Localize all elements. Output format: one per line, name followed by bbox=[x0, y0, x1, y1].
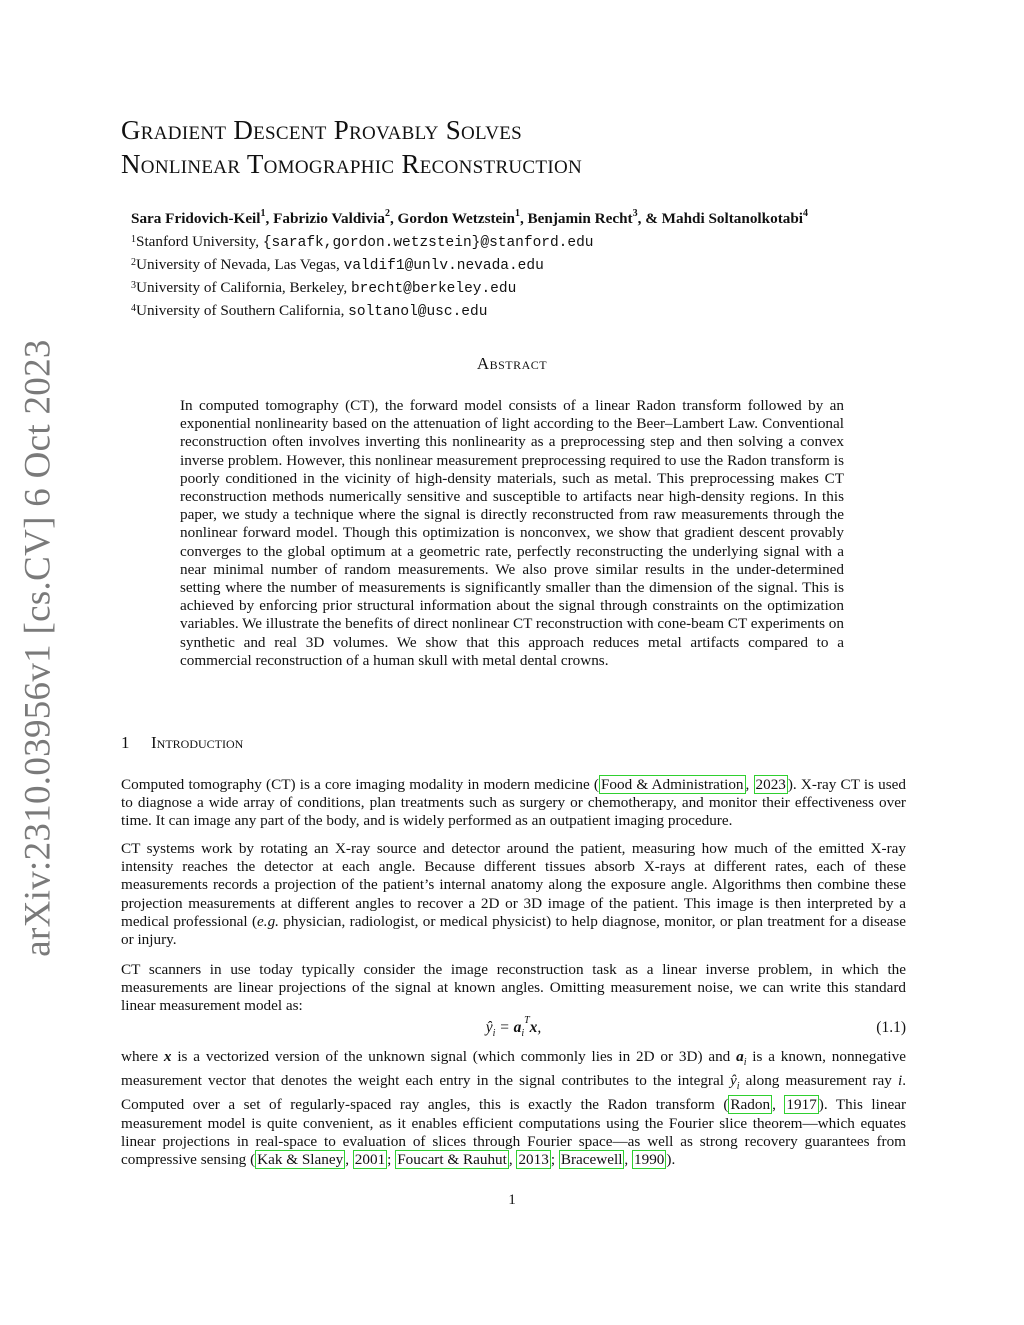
citation-link[interactable]: 2013 bbox=[518, 1151, 549, 1169]
abstract-heading: Abstract bbox=[476, 354, 548, 373]
paragraph-2 bbox=[121, 840, 906, 949]
paragraph-4: where x is a vectorized version of the unknown signal (which commonly lies in 2D or 3D) and $a_i$ is a known, nonnegative measurement vector that denotes the weight each entry in the signal contributes to the integral $ŷ_i$ along measurement ray i. Computed over a set of regularly-spaced ray angles, this is exactly the Radon transform ( Radon , 1917 ). This linear measurement model is quite convenient, as it enables efficient computations using the Fourier slice theorem—which equates linear projections in real-space to evaluation of slices through Fourier space—as well as strong recovery guarantees from compressive sensing ( Kak & Slaney , 2001 ; Foucart & Rauhut , 2013 ; Bracewell , 1990 ). bbox=[121, 1048, 907, 1169]
author-name: Sara Fridovich-Keil bbox=[131, 210, 261, 227]
affiliation-email[interactable]: valdif1@unlv.nevada.edu bbox=[343, 258, 544, 274]
citation-link[interactable]: 2023 bbox=[755, 776, 786, 793]
math-x: x bbox=[163, 1048, 172, 1065]
citation-link[interactable]: 2001 bbox=[354, 1151, 386, 1169]
equation-number: (1.1) bbox=[876, 1019, 906, 1036]
math-yhat: ŷ bbox=[730, 1072, 737, 1090]
affiliation-email[interactable]: {sarafk,gordon.wetzstein}@stanford.edu bbox=[262, 235, 594, 251]
author-name: Gordon Wetzstein bbox=[397, 210, 515, 227]
text: ). X-ray CT is used to diagnose a wide array of conditions, plan treatments such as surgery or chemotherapy, and monitor their effectiveness over time. It can image any part of the body, and is widely performed as an outpatient imaging procedure. bbox=[121, 776, 906, 830]
text-eg: e.g. bbox=[257, 912, 279, 930]
paper-title bbox=[121, 113, 901, 181]
text: CT systems work by rotating an X-ray source and detector around the patient, measuring how much of the emitted X-ray intensity reaches the detector at each angle. Because different tissues absorb X-rays at different rates, each of these measurements records a projection of the patient’s internal anatomy along the exposure angle. Algorithms then combine these projection measurements at different angles to recover a 2D or 3D image of the patient. This image is then interpreted by a medical professional ( bbox=[121, 840, 906, 930]
citation-link[interactable]: 1917 bbox=[786, 1096, 817, 1114]
affiliation-sup: 1 bbox=[131, 234, 136, 245]
affiliation-institution: Stanford University, bbox=[136, 233, 260, 250]
affiliation-line bbox=[131, 231, 593, 254]
author-sup: 4 bbox=[803, 208, 809, 219]
text: ; bbox=[387, 1151, 396, 1169]
text: is a known, nonnegative measurement vector that denotes the weight each entry in the signal contributes to the integral bbox=[121, 1048, 906, 1090]
math-a: a bbox=[736, 1048, 744, 1065]
affiliation-sup: 4 bbox=[131, 303, 136, 314]
affiliation-institution: University of Southern California, bbox=[136, 302, 345, 319]
affiliations bbox=[131, 231, 593, 323]
author-list: Sara Fridovich-Keil$^1$, Fabrizio Valdivia$^2$, Gordon Wetzstein$^1$, Benjamin Recht$^3$, & Mahdi Soltanolkotabi$^4$ bbox=[131, 208, 809, 227]
section-title: Introduction bbox=[151, 733, 244, 752]
author-sup: 1 bbox=[514, 208, 520, 219]
author-name: Benjamin Recht bbox=[527, 210, 633, 227]
paragraph-1 bbox=[121, 776, 906, 831]
citation-link[interactable]: Food & Administration bbox=[600, 776, 744, 793]
text: . Computed over a set of regularly-spaced ray angles, this is exactly the Radon transform ( bbox=[121, 1072, 906, 1114]
equation-1-1 bbox=[121, 1015, 906, 1041]
citation-link[interactable]: Kak & Slaney bbox=[257, 1151, 344, 1169]
text: , bbox=[745, 776, 754, 793]
text: along measurement ray bbox=[739, 1072, 898, 1090]
author-name: Mahdi Soltanolkotabi bbox=[661, 210, 804, 227]
citation-link[interactable]: Foucart & Rauhut bbox=[397, 1151, 507, 1169]
affiliation-line bbox=[131, 277, 593, 300]
citation-link[interactable]: Bracewell bbox=[560, 1151, 623, 1169]
math-sub: i bbox=[743, 1057, 747, 1069]
arxiv-identifier: arXiv:2310.03956v1 [cs.CV] 6 Oct 2023 bbox=[17, 338, 59, 957]
arxiv-sidebar bbox=[8, 338, 68, 957]
text: ; bbox=[550, 1151, 559, 1169]
affiliation-line bbox=[131, 254, 593, 277]
affiliation-email[interactable]: soltanol@usc.edu bbox=[348, 304, 488, 320]
section-heading bbox=[121, 733, 243, 753]
text: ). bbox=[666, 1151, 676, 1169]
abstract-text: In computed tomography (CT), the forward model consists of a linear Radon transform followed by an exponential nonlinearity based on the attenuation of light according to the Beer–Lambert Law. Conventional reconstruction often involves inverting this nonlinearity as a preprocessing step and then solving a convex inverse problem. However, this nonlinear measurement preprocessing required to use the Radon transform is poorly conditioned in the vicinity of high-density materials, such as metal. This preprocessing makes CT reconstruction methods numerically sensitive and susceptible to artifacts near high-density regions. In this paper, we study a technique where the signal is directly reconstructed from raw measurements through the nonlinear forward model. Though this optimization is nonconvex, we show that gradient descent provably converges to the global optimum at a geometric rate, perfectly reconstructing the underlying signal with a near minimal number of random measurements. We also prove similar results in the under-determined setting where the number of measurements is significantly smaller than the dimension of the signal. This is achieved by enforcing prior structural information about the signal through constraints on the optimization variables. We illustrate the benefits of direct nonlinear CT reconstruction with cone-beam CT experiments on synthetic and real 3D volumes. We show that this approach reduces metal artifacts compared to a commercial reconstruction of a human skull with metal dental crowns. bbox=[180, 397, 844, 669]
author-sup: 2 bbox=[384, 208, 390, 219]
paragraph-3: CT scanners in use today typically consider the image reconstruction task as a linear inverse problem, in which the measurements are linear projections of the signal at known angles. Omitting measurement noise, we can write this standard linear measurement model as: bbox=[121, 961, 906, 1015]
page-number: 1 bbox=[508, 1191, 516, 1208]
equation-body: $ŷ_i = a_i^Tx$, bbox=[485, 1015, 542, 1040]
author-sup: 3 bbox=[632, 208, 638, 219]
text: Computed tomography (CT) is a core imaging modality in modern medicine ( bbox=[121, 776, 599, 793]
affiliation-institution: University of California, Berkeley, bbox=[136, 279, 348, 296]
affiliation-sup: 2 bbox=[131, 257, 136, 268]
section-number: 1 bbox=[121, 733, 130, 752]
affiliation-line bbox=[131, 300, 593, 323]
title-line-1: Gradient Descent Provably Solves bbox=[121, 115, 522, 145]
author-sup: 1 bbox=[260, 208, 266, 219]
math-i: i bbox=[897, 1072, 903, 1090]
affiliation-sup: 3 bbox=[131, 280, 136, 291]
affiliation-email[interactable]: brecht@berkeley.edu bbox=[350, 281, 517, 297]
text: ). This linear measurement model is quite convenient, as it enables efficient computations using the Fourier slice theorem—which equates linear projections in real-space to evaluation of slices through Fourier space—as well as strong recovery guarantees from compressive sensing ( bbox=[121, 1096, 907, 1169]
author-name: Fabrizio Valdivia bbox=[273, 210, 385, 227]
math-sub: i bbox=[736, 1081, 740, 1093]
citation-link[interactable]: 1990 bbox=[634, 1151, 665, 1169]
text: physician, radiologist, or medical physicist) to help diagnose, monitor, or plan treatment for a disease or injury. bbox=[121, 912, 906, 949]
affiliation-institution: University of Nevada, Las Vegas, bbox=[136, 256, 340, 273]
citation-link[interactable]: Radon bbox=[730, 1096, 771, 1114]
text: where bbox=[121, 1048, 164, 1065]
title-line-2: Nonlinear Tomographic Reconstruction bbox=[121, 149, 582, 179]
text: is a vectorized version of the unknown signal (which commonly lies in 2D or 3D) and bbox=[171, 1048, 737, 1065]
